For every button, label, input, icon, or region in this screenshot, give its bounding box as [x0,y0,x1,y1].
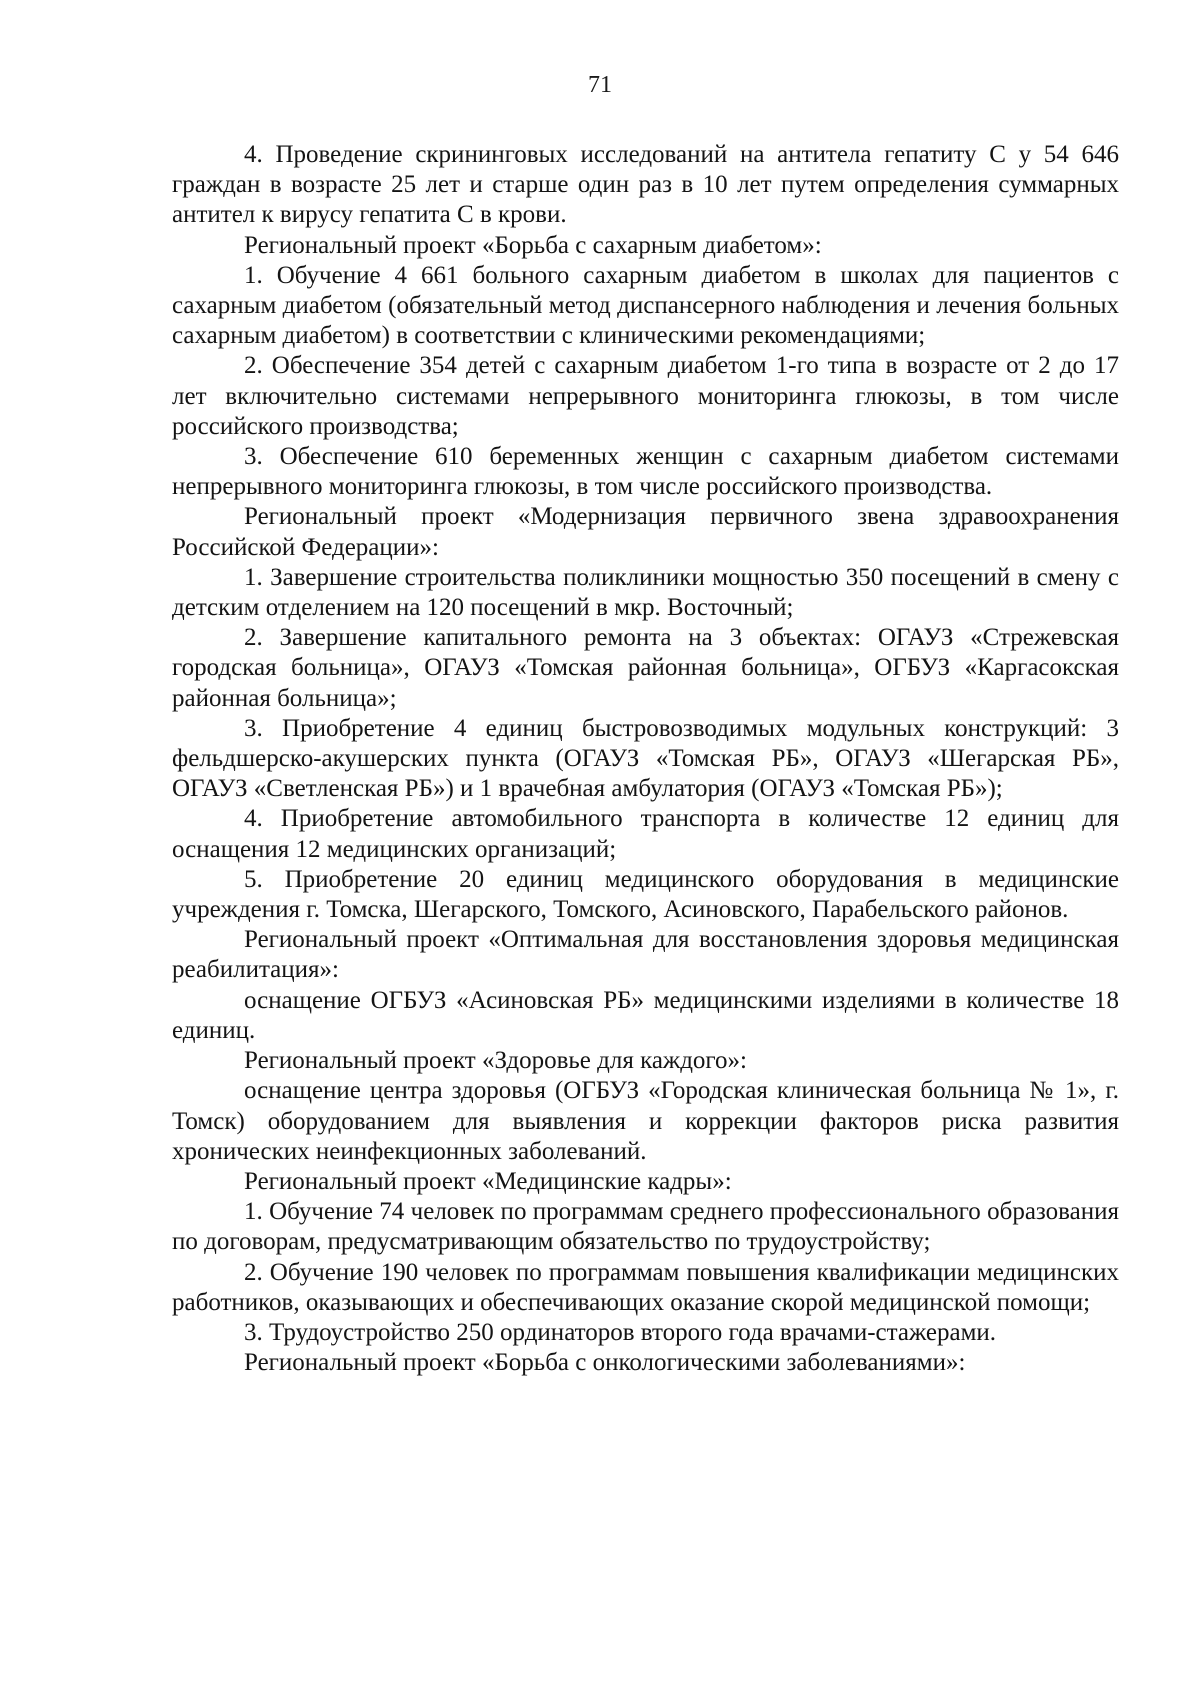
paragraph-polyclinic-construction: 1. Завершение строительства поликлиники мощностью 350 посещений в смену с детским отделением на 120 посещений в мкр. Восточный; [172,563,1119,622]
heading-health-for-everyone-project: Региональный проект «Здоровье для каждого»: [244,1047,748,1075]
heading-diabetes-project: Региональный проект «Борьба с сахарным диабетом»: [244,231,822,259]
paragraph-health-center: оснащение центра здоровья (ОГБУЗ «Городская клиническая больница № 1», г. Томск) оборудованием для выявления и коррекции факторов риска развития хронических неинфекционных заболеваний. [172,1077,1119,1165]
paragraph-diabetes-children: 2. Обеспечение 354 детей с сахарным диабетом 1-го типа в возрасте от 2 до 17 лет включительно системами непрерывного мониторинга глюкозы, в том числе российского производства; [172,352,1119,440]
paragraph-diabetes-schools: 1. Обучение 4 661 больного сахарным диабетом в школах для пациентов с сахарным диабетом (обязательный метод диспансерного наблюдения и лечения больных сахарным диабетом) в соответствии с клиническими рекомендациями; [172,261,1119,350]
paragraph-hepatitis-screening: 4. Проведение скрининговых исследований на антитела гепатиту С у 54 646 граждан в возрасте 25 лет и старше один раз в 10 лет путем определения суммарных антител к вирусу гепатита С в крови. [172,141,1119,229]
paragraph-qualification-training: 2. Обучение 190 человек по программам повышения квалификации медицинских работников, оказывающих и обеспечивающих оказание скорой медицинской помощи; [172,1258,1119,1316]
paragraph-vocational-training: 1. Обучение 74 человек по программам среднего профессионального образования по договорам, предусматривающим обязательство по трудоустройству; [172,1198,1119,1256]
heading-primary-care-project: Региональный проект «Модернизация первичного звена здравоохранения Российской Федерации»: [172,503,1119,561]
paragraph-rehabilitation-equipment: оснащение ОГБУЗ «Асиновская РБ» медицинскими изделиями в количестве 18 единиц. [172,986,1119,1044]
page-number: 71 [588,72,612,98]
paragraph-medical-equipment: 5. Приобретение 20 единиц медицинского оборудования в медицинские учреждения г. Томска, Шегарского, Томского, Асиновского, Парабельского районов. [172,865,1119,924]
paragraph-vehicles: 4. Приобретение автомобильного транспорта в количестве 12 единиц для оснащения 12 медицинских организаций; [172,805,1119,863]
paragraph-diabetes-pregnant: 3. Обеспечение 610 беременных женщин с сахарным диабетом системами непрерывного мониторинга глюкозы, в том числе российского производства. [172,443,1119,501]
paragraph-modular-buildings: 3. Приобретение 4 единиц быстровозводимых модульных конструкций: 3 фельдшерско-акушерских пункта (ОГАУЗ «Томская РБ», ОГАУЗ «Шегарская РБ», ОГАУЗ «Светленская РБ») и 1 врачебная амбулатория (ОГАУЗ «Томская РБ»); [172,714,1119,803]
paragraph-residents-employment: 3. Трудоустройство 250 ординаторов второго года врачами-стажерами. [244,1318,997,1346]
heading-rehabilitation-project: Региональный проект «Оптимальная для восстановления здоровья медицинская реабилитация»: [172,926,1119,984]
heading-oncology-project: Региональный проект «Борьба с онкологическими заболеваниями»: [244,1349,966,1377]
heading-medical-staff-project: Региональный проект «Медицинские кадры»: [244,1167,732,1195]
paragraph-capital-repair: 2. Завершение капитального ремонта на 3 объектах: ОГАУЗ «Стрежевская городская больница», ОГАУЗ «Томская районная больница», ОГБУЗ «Каргасокская районная больница»; [172,624,1119,712]
document-body [172,140,1119,1378]
